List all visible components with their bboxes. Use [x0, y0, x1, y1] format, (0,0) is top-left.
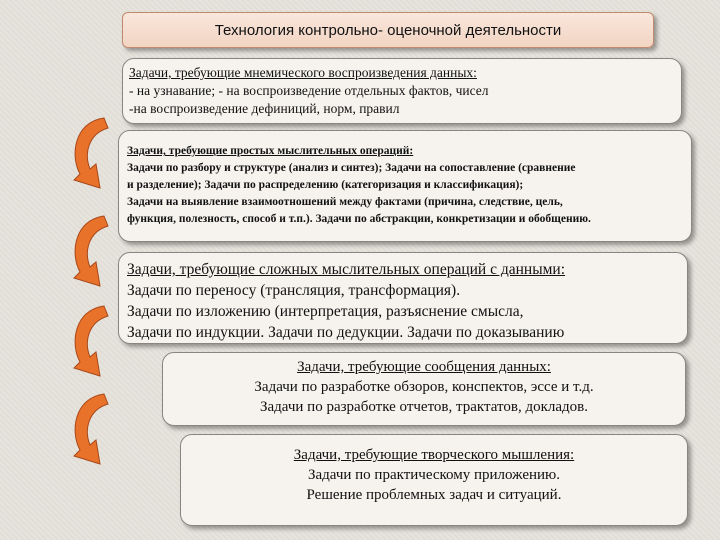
block-heading: Задачи, требующие сложных мыслительных операций с данными:	[127, 261, 566, 278]
task-block-complex-operations	[118, 252, 688, 344]
block-line: Задачи по разбору и структуре (анализ и синтез); Задачи на сопоставление (сравнение	[127, 162, 576, 174]
block-heading: Задачи, требующие сообщения данных:	[297, 359, 551, 375]
block-line: Задачи по разработке обзоров, конспектов, эссе и т.д.	[254, 379, 594, 395]
block-line: Задачи на выявление взаимоотношений между фактами (причина, следствие, цель,	[127, 196, 563, 208]
curved-arrow-icon	[64, 210, 114, 294]
block-line: Задачи по переносу (трансляция, трансформация).	[127, 282, 461, 299]
title-box	[122, 12, 654, 48]
block-line: Решение проблемных задач и ситуаций.	[306, 487, 562, 503]
task-block-communication	[162, 352, 686, 426]
block-heading: Задачи, требующие мнемического воспроизведения данных:	[129, 65, 477, 80]
curved-arrow-icon	[64, 112, 114, 196]
block-line: и разделение); Задачи по распределению (категоризация и классификация);	[127, 179, 524, 191]
block-line: Задачи по разработке отчетов, трактатов, докладов.	[260, 399, 588, 415]
task-block-creative	[180, 434, 688, 526]
block-line: - на узнавание; - на воспроизведение отдельных фактов, чисел	[129, 83, 489, 98]
diagram-title: Технология контрольно- оценочной деятельности	[214, 21, 562, 39]
block-line: Задачи по индукции. Задачи по дедукции. Задачи по доказыванию	[127, 324, 565, 341]
block-heading: Задачи, требующие простых мыслительных операций:	[127, 145, 414, 157]
curved-arrow-icon	[64, 300, 114, 384]
block-line: Задачи по практическому приложению.	[307, 467, 561, 483]
block-line: -на воспроизведение дефиниций, норм, правил	[129, 101, 400, 116]
block-heading: Задачи, требующие творческого мышления:	[293, 447, 575, 463]
block-line: функция, полезность, способ и т.п.). Задачи по абстракции, конкретизации и обобщению.	[127, 213, 591, 225]
block-line: Задачи по изложению (интерпретация, разъяснение смысла,	[127, 303, 524, 320]
task-block-simple-operations	[118, 130, 692, 242]
curved-arrow-icon	[64, 388, 114, 472]
task-block-memory	[122, 58, 682, 124]
